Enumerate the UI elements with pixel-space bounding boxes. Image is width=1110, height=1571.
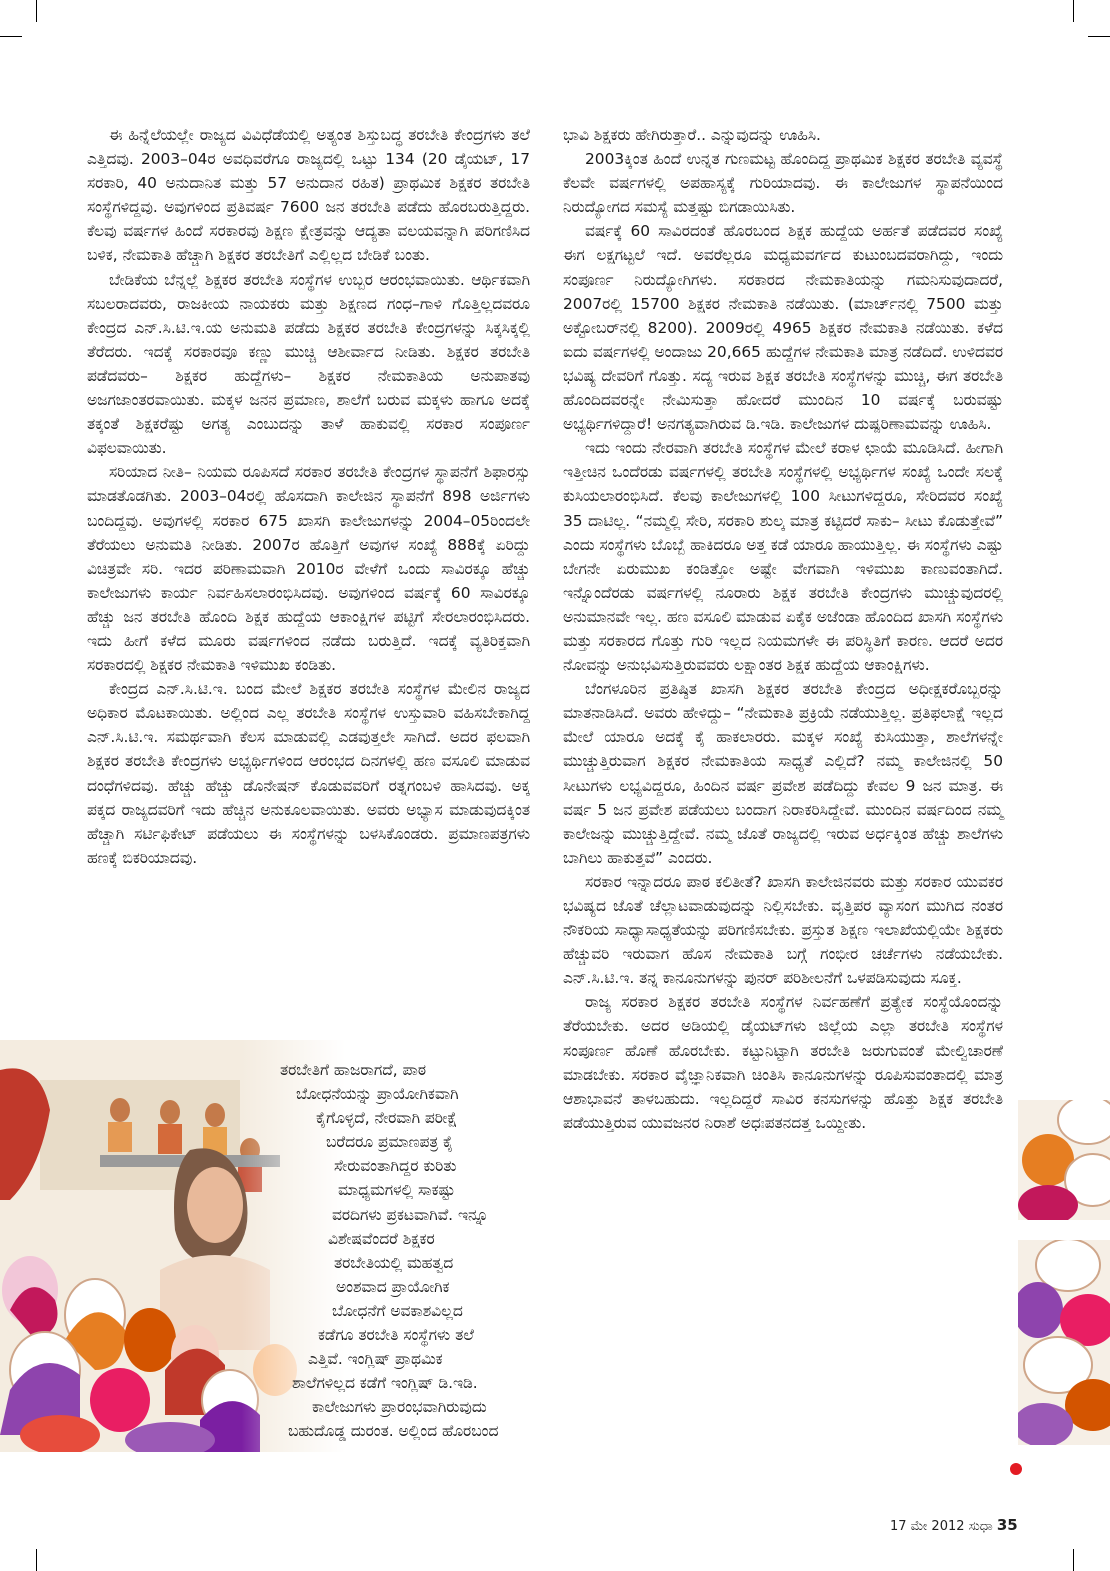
caption-line-3: ಕೈಗೊಳ್ಳದೆ, ನೇರವಾಗಿ ಪರೀಕ್ಷೆ — [316, 1109, 458, 1128]
caption-line-11: ಬೋಧನೆಗೆ ಅವಕಾಶವಿಲ್ಲದ — [332, 1301, 463, 1320]
crop-mark-top-right-h — [1088, 36, 1110, 37]
caption-line-1: ತರಬೇತಿಗೆ ಹಾಜರಾಗದೆ, ಪಾಠ — [280, 1061, 426, 1079]
right-edge-illustration-bottom — [1018, 1240, 1110, 1445]
right-paragraph-6: ಸರಕಾರ ಇನ್ನಾದರೂ ಪಾಠ ಕಲಿತೀತೆ? ಖಾಸಗಿ ಕಾಲೇಜಿನವರು ಮತ್ತು ಸರಕಾರ ಯುವಕರ ಭವಿಷ್ಯದ ಜೊತೆ ಚೆಲ್ಲಾಟವಾಡುವುದನ್ನು ನಿಲ್ಲಿಸಬೇಕು. ವೃತ್ತಿಪರ ವ್ಯಾಸಂಗ ಮುಗಿದ ನಂತರ ನೌಕರಿಯ ಸಾಧ್ಯಾಸಾಧ್ಯತೆಯನ್ನು ಪರಿಗಣಿಸಬೇಕು. ಪ್ರಸ್ತುತ ಶಿಕ್ಷಣ ಇಲಾಖೆಯಲ್ಲಿಯೇ ಶಿಕ್ಷಕರು ಹೆಚ್ಚುವರಿ ಇರುವಾಗ ಹೊಸ ನೇಮಕಾತಿ ಬಗ್ಗೆ ಗಂಭೀರ ಚರ್ಚೆಗಳು ನಡೆಯಬೇಕು. ಎನ್.ಸಿ.ಟಿ.ಇ. ತನ್ನ ಕಾನೂನುಗಳನ್ನು ಪುನರ್ ಪರಿಶೀಲನೆಗೆ ಒಳಪಡಿಸುವುದು ಸೂಕ್ತ. — [563, 872, 1003, 988]
footer-magazine: ಸುಧಾ — [968, 1519, 993, 1534]
image-caption — [262, 1058, 562, 1444]
left-paragraph-1: ಈ ಹಿನ್ನೆಲೆಯಲ್ಲೇ ರಾಜ್ಯದ ವಿವಿಧೆಡೆಯಲ್ಲಿ ಅತ್ಯಂತ ಶಿಸ್ತುಬದ್ಧ ತರಬೇತಿ ಕೇಂದ್ರಗಳು ತಲೆ ಎತ್ತಿದವು. 2003–04ರ ಅವಧಿವರೆಗೂ ರಾಜ್ಯದಲ್ಲಿ ಒಟ್ಟು 134 (20 ಡೈಯಟ್, 17 ಸರಕಾರಿ, 40 ಅನುದಾನಿತ ಮತ್ತು 57 ಅನುದಾನ ರಹಿತ) ಪ್ರಾಥಮಿಕ ಶಿಕ್ಷಕರ ತರಬೇತಿ ಸಂಸ್ಥೆಗಳಿದ್ದವು. ಅವುಗಳಿಂದ ಪ್ರತಿವರ್ಷ 7600 ಜನ ತರಬೇತಿ ಪಡೆದು ಹೊರಬರುತ್ತಿದ್ದರು. ಕೆಲವು ವರ್ಷಗಳ ಹಿಂದೆ ಸರಕಾರವು ಶಿಕ್ಷಣ ಕ್ಷೇತ್ರವನ್ನು ಆದ್ಯತಾ ವಲಯವನ್ನಾಗಿ ಪರಿಗಣಿಸಿದ ಬಳಿಕ, ನೇಮಕಾತಿ ಹೆಚ್ಚಾಗಿ ಶಿಕ್ಷಕರ ತರಬೇತಿಗೆ ಎಲ್ಲಿಲ್ಲದ ಬೇಡಿಕೆ ಬಂತು. — [87, 126, 530, 265]
caption-line-9: ತರಬೇತಿಯಲ್ಲಿ ಮಹತ್ವದ — [334, 1253, 454, 1272]
caption-line-10: ಅಂಶವಾದ ಪ್ರಾಯೋಗಿಕ — [336, 1277, 450, 1296]
article-right-column — [563, 123, 1003, 1135]
crop-mark-bottom-left-v — [36, 1549, 37, 1571]
right-paragraph-1: ಭಾವಿ ಶಿಕ್ಷಕರು ಹೇಗಿರುತ್ತಾರೆ.. ಎನ್ನುವುದನ್ನು ಊಹಿಸಿ. — [563, 126, 821, 144]
page-number: 35 — [996, 1516, 1018, 1534]
caption-line-14: ಶಾಲೆಗಳಿಲ್ಲದ ಕಡೆಗೆ ಇಂಗ್ಲಿಷ್ ಡಿ.ಇಡಿ. — [292, 1374, 478, 1393]
crop-mark-bottom-right-v — [1073, 1549, 1074, 1571]
page-footer — [890, 1516, 1018, 1534]
right-paragraph-7: ರಾಜ್ಯ ಸರಕಾರ ಶಿಕ್ಷಕರ ತರಬೇತಿ ಸಂಸ್ಥೆಗಳ ನಿರ್ವಹಣೆಗೆ ಪ್ರತ್ಯೇಕ ಸಂಸ್ಥೆಯೊಂದನ್ನು ತೆರೆಯಬೇಕು. ಅದರ ಅಡಿಯಲ್ಲಿ ಡೈಯಟ್‌ಗಳು ಜಿಲ್ಲೆಯ ಎಲ್ಲಾ ತರಬೇತಿ ಸಂಸ್ಥೆಗಳ ಸಂಪೂರ್ಣ ಹೊಣೆ ಹೊರಬೇಕು. ಕಟ್ಟುನಿಟ್ಟಾಗಿ ತರಬೇತಿ ಜರುಗುವಂತೆ ಮೇಲ್ವಿಚಾರಣೆ ಮಾಡಬೇಕು. ಸರಕಾರ ವೈಜ್ಞಾನಿಕವಾಗಿ ಚಿಂತಿಸಿ ಕಾನೂನುಗಳನ್ನು ರೂಪಿಸುವಂತಾದಲ್ಲಿ ಮಾತ್ರ ಆಶಾಭಾವನೆ ತಾಳಬಹುದು. ಇಲ್ಲದಿದ್ದರೆ ಸಾವಿರ ಕನಸುಗಳನ್ನು ಹೊತ್ತು ಶಿಕ್ಷಕ ತರಬೇತಿ ಪಡೆಯುತ್ತಿರುವ ಯುವಜನರ ನಿರಾಶೆ ಅಧಃಪತನದತ್ತ ಒಯ್ದೀತು. — [563, 993, 1003, 1132]
caption-line-8: ವಿಶೇಷವೆಂದರೆ ಶಿಕ್ಷಕರ — [328, 1229, 435, 1248]
caption-line-15: ಕಾಲೇಜುಗಳು ಪ್ರಾರಂಭವಾಗಿರುವುದು — [312, 1398, 487, 1417]
crop-mark-top-left-v — [36, 0, 37, 22]
right-paragraph-5: ಬೆಂಗಳೂರಿನ ಪ್ರತಿಷ್ಠಿತ ಖಾಸಗಿ ಶಿಕ್ಷಕರ ತರಬೇತಿ ಕೇಂದ್ರದ ಅಧೀಕ್ಷಕರೊಬ್ಬರನ್ನು ಮಾತನಾಡಿಸಿದೆ. ಅವರು ಹೇಳಿದ್ದು– “ನೇಮಕಾತಿ ಪ್ರಕ್ರಿಯೆ ನಡೆಯುತ್ತಿಲ್ಲ. ಪ್ರತಿಫಲಾಕ್ಷೆ ಇಲ್ಲದ ಮೇಲೆ ಯಾರೂ ಅದಕ್ಕೆ ಕೈ ಹಾಕಲಾರರು. ಮಕ್ಕಳ ಸಂಖ್ಯೆ ಕುಸಿಯುತ್ತಾ, ಶಾಲೆಗಳನ್ನೇ ಮುಚ್ಚುತ್ತಿರುವಾಗ ಶಿಕ್ಷಕರ ನೇಮಕಾತಿಯ ಸಾಧ್ಯತೆ ಎಲ್ಲಿದೆ? ನಮ್ಮ ಕಾಲೇಜಿನಲ್ಲಿ 50 ಸೀಟುಗಳು ಲಭ್ಯವಿದ್ದರೂ, ಹಿಂದಿನ ವರ್ಷ ಪ್ರವೇಶ ಪಡೆದಿದ್ದು ಕೇವಲ 9 ಜನ ಮಾತ್ರ. ಈ ವರ್ಷ 5 ಜನ ಪ್ರವೇಶ ಪಡೆಯಲು ಬಂದಾಗ ನಿರಾಕರಿಸಿದ್ದೇವೆ. ಮುಂದಿನ ವರ್ಷದಿಂದ ನಮ್ಮ ಕಾಲೇಜನ್ನು ಮುಚ್ಚುತ್ತಿದ್ದೇವೆ. ನಮ್ಮ ಜೊತೆ ರಾಜ್ಯದಲ್ಲಿ ಇರುವ ಅರ್ಧಕ್ಕಿಂತ ಹೆಚ್ಚು ಶಾಲೆಗಳು ಬಾಗಿಲು ಹಾಕುತ್ತವೆ” ಎಂದರು. — [563, 680, 1003, 867]
left-paragraph-2: ಬೇಡಿಕೆಯ ಬೆನ್ನಲ್ಲೆ ಶಿಕ್ಷಕರ ತರಬೇತಿ ಸಂಸ್ಥೆಗಳ ಉಬ್ಬರ ಆರಂಭವಾಯಿತು. ಆರ್ಥಿಕವಾಗಿ ಸಬಲರಾದವರು, ರಾಜಕೀಯ ನಾಯಕರು ಮತ್ತು ಶಿಕ್ಷಣದ ಗಂಧ–ಗಾಳಿ ಗೊತ್ತಿಲ್ಲದವರೂ ಕೇಂದ್ರದ ಎನ್.ಸಿ.ಟಿ.ಇ.ಯ ಅನುಮತಿ ಪಡೆದು ಶಿಕ್ಷಕರ ತರಬೇತಿ ಕೇಂದ್ರಗಳನ್ನು ಸಿಕ್ಕಸಿಕ್ಕಲ್ಲಿ ತೆರೆದರು. ಇದಕ್ಕೆ ಸರಕಾರವೂ ಕಣ್ಣು ಮುಚ್ಚಿ ಆಶೀರ್ವಾದ ನೀಡಿತು. ಶಿಕ್ಷಕರ ತರಬೇತಿ ಪಡೆದವರು– ಶಿಕ್ಷಕರ ಹುದ್ದೆಗಳು– ಶಿಕ್ಷಕರ ನೇಮಕಾತಿಯ ಅನುಪಾತವು ಅಜಗಜಾಂತರವಾಯಿತು. ಮಕ್ಕಳ ಜನನ ಪ್ರಮಾಣ, ಶಾಲೆಗೆ ಬರುವ ಮಕ್ಕಳು ಹಾಗೂ ಅದಕ್ಕೆ ತಕ್ಕಂತೆ ಶಿಕ್ಷಕರೆಷ್ಟು ಅಗತ್ಯ ಎಂಬುದನ್ನು ತಾಳೆ ಹಾಕುವಲ್ಲಿ ಸರಕಾರ ಸಂಪೂರ್ಣ ವಿಫಲವಾಯಿತು. — [87, 270, 530, 458]
caption-line-12: ಕಡೆಗೂ ತರಬೇತಿ ಸಂಸ್ಥೆಗಳು ತಲೆ — [318, 1326, 474, 1345]
crop-mark-top-left-h — [0, 36, 22, 37]
caption-line-7: ವರದಿಗಳು ಪ್ರಕಟವಾಗಿವೆ. ಇನ್ನೂ — [332, 1205, 489, 1224]
caption-line-16: ಬಹುದೊಡ್ಡ ದುರಂತ. ಅಲ್ಲಿಂದ ಹೊರಬಂದ — [288, 1422, 499, 1441]
footer-date: 17 ಮೇ 2012 — [890, 1519, 965, 1534]
caption-line-13: ಎತ್ತಿವೆ. ಇಂಗ್ಲಿಷ್ ಪ್ರಾಥಮಿಕ — [308, 1350, 443, 1369]
right-paragraph-2: 2003ಕ್ಕಿಂತ ಹಿಂದೆ ಉನ್ನತ ಗುಣಮಟ್ಟ ಹೊಂದಿದ್ದ ಪ್ರಾಥಮಿಕ ಶಿಕ್ಷಕರ ತರಬೇತಿ ವ್ಯವಸ್ಥೆ ಕೆಲವೇ ವರ್ಷಗಳಲ್ಲಿ ಅಪಹಾಸ್ಯಕ್ಕೆ ಗುರಿಯಾದವು. ಈ ಕಾಲೇಜುಗಳ ಸ್ಥಾಪನೆಯಿಂದ ನಿರುದ್ಯೋಗದ ಸಮಸ್ಯೆ ಮತ್ತಷ್ಟು ಬಿಗಡಾಯಿಸಿತು. — [563, 150, 1003, 217]
caption-line-5: ಸೇರುವಂತಾಗಿದ್ದರ ಕುರಿತು — [334, 1157, 457, 1176]
left-paragraph-3: ಸರಿಯಾದ ನೀತಿ– ನಿಯಮ ರೂಪಿಸದೆ ಸರಕಾರ ತರಬೇತಿ ಕೇಂದ್ರಗಳ ಸ್ಥಾಪನೆಗೆ ಶಿಫಾರಸ್ಸು ಮಾಡತೊಡಗಿತು. 2003–04ರಲ್ಲಿ ಹೊಸದಾಗಿ ಕಾಲೇಜಿನ ಸ್ಥಾಪನೆಗೆ 898 ಅರ್ಜಿಗಳು ಬಂದಿದ್ದವು. ಅವುಗಳಲ್ಲಿ ಸರಕಾರ 675 ಖಾಸಗಿ ಕಾಲೇಜುಗಳನ್ನು 2004–05ರಿಂದಲೇ ತೆರೆಯಲು ಅನುಮತಿ ನೀಡಿತು. 2007ರ ಹೊತ್ತಿಗೆ ಅವುಗಳ ಸಂಖ್ಯೆ 888ಕ್ಕೆ ಏರಿದ್ದು ವಿಚಿತ್ರವೇ ಸರಿ. ಇದರ ಪರಿಣಾಮವಾಗಿ 2010ರ ವೇಳೆಗೆ ಒಂದು ಸಾವಿರಕ್ಕೂ ಹೆಚ್ಚು ಕಾಲೇಜುಗಳು ಕಾರ್ಯ ನಿರ್ವಹಿಸಲಾರಂಭಿಸಿದವು. ಅವುಗಳಿಂದ ವರ್ಷಕ್ಕೆ 60 ಸಾವಿರಕ್ಕೂ ಹೆಚ್ಚು ಜನ ತರಬೇತಿ ಹೊಂದಿ ಶಿಕ್ಷಕ ಹುದ್ದೆಯ ಆಕಾಂಕ್ಷಿಗಳ ಪಟ್ಟಿಗೆ ಸೇರಲಾರಂಭಿಸಿದರು. ಇದು ಹೀಗೆ ಕಳೆದ ಮೂರು ವರ್ಷಗಳಿಂದ ನಡೆದು ಬರುತ್ತಿದೆ. ಇದಕ್ಕೆ ವ್ಯತಿರಿಕ್ತವಾಗಿ ಸರಕಾರದಲ್ಲಿ ಶಿಕ್ಷಕರ ನೇಮಕಾತಿ ಇಳಿಮುಖ ಕಂಡಿತು. — [87, 463, 530, 675]
article-end-mark — [1010, 1463, 1022, 1475]
right-paragraph-4: ಇದು ಇಂದು ನೇರವಾಗಿ ತರಬೇತಿ ಸಂಸ್ಥೆಗಳ ಮೇಲೆ ಕರಾಳ ಛಾಯೆ ಮೂಡಿಸಿದೆ. ಹೀಗಾಗಿ ಇತ್ತೀಚಿನ ಒಂದೆರಡು ವರ್ಷಗಳಲ್ಲಿ ತರಬೇತಿ ಸಂಸ್ಥೆಗಳಲ್ಲಿ ಅಭ್ಯರ್ಥಿಗಳ ಸಂಖ್ಯೆ ಒಂದೇ ಸಲಕ್ಕೆ ಕುಸಿಯಲಾರಂಭಿಸಿದೆ. ಕೆಲವು ಕಾಲೇಜುಗಳಲ್ಲಿ 100 ಸೀಟುಗಳಿದ್ದರೂ, ಸೇರಿದವರ ಸಂಖ್ಯೆ 35 ದಾಟಿಲ್ಲ. “ನಮ್ಮಲ್ಲಿ ಸೇರಿ, ಸರಕಾರಿ ಶುಲ್ಕ ಮಾತ್ರ ಕಟ್ಟಿದರೆ ಸಾಕು– ಸೀಟು ಕೊಡುತ್ತೇವೆ” ಎಂದು ಸಂಸ್ಥೆಗಳು ಬೊಬ್ಬೆ ಹಾಕಿದರೂ ಅತ್ತ ಕಡೆ ಯಾರೂ ಹಾಯುತ್ತಿಲ್ಲ. ಈ ಸಂಸ್ಥೆಗಳು ಎಷ್ಟು ಬೇಗನೇ ಏರುಮುಖ ಕಂಡಿತ್ತೋ ಅಷ್ಟೇ ವೇಗವಾಗಿ ಇಳಿಮುಖ ಕಾಣುವಂತಾಗಿದೆ. ಇನ್ನೊಂದೆರಡು ವರ್ಷಗಳಲ್ಲಿ ನೂರಾರು ಶಿಕ್ಷಕ ತರಬೇತಿ ಕೇಂದ್ರಗಳು ಮುಚ್ಚುವುದರಲ್ಲಿ ಅನುಮಾನವೇ ಇಲ್ಲ. ಹಣ ವಸೂಲಿ ಮಾಡುವ ಏಕೈಕ ಅಜೆಂಡಾ ಹೊಂದಿದ ಖಾಸಗಿ ಸಂಸ್ಥೆಗಳು ಮತ್ತು ಸರಕಾರದ ಗೊತ್ತು ಗುರಿ ಇಲ್ಲದ ನಿಯಮಗಳೇ ಈ ಪರಿಸ್ಥಿತಿಗೆ ಕಾರಣ. ಆದರೆ ಅದರ ನೋವನ್ನು ಅನುಭವಿಸುತ್ತಿರುವವರು ಲಕ್ಷಾಂತರ ಶಿಕ್ಷಕ ಹುದ್ದೆಯ ಆಕಾಂಕ್ಷಿಗಳು. — [563, 439, 1003, 675]
crop-mark-top-right-v — [1073, 0, 1074, 22]
caption-line-4: ಬರೆದರೂ ಪ್ರಮಾಣಪತ್ರ ಕೈ — [326, 1133, 454, 1152]
right-paragraph-3: ವರ್ಷಕ್ಕೆ 60 ಸಾವಿರದಂತೆ ಹೊರಬಂದ ಶಿಕ್ಷಕ ಹುದ್ದೆಯ ಅರ್ಹತೆ ಪಡೆದವರ ಸಂಖ್ಯೆ ಈಗ ಲಕ್ಷಗಟ್ಟಲೆ ಇದೆ. ಅವರೆಲ್ಲರೂ ಮಧ್ಯಮವರ್ಗದ ಕುಟುಂಬದವರಾಗಿದ್ದು, ಇಂದು ಸಂಪೂರ್ಣ ನಿರುದ್ಯೋಗಿಗಳು. ಸರಕಾರದ ನೇಮಕಾತಿಯನ್ನು ಗಮನಿಸುವುದಾದರೆ, 2007ರಲ್ಲಿ 15700 ಶಿಕ್ಷಕರ ನೇಮಕಾತಿ ನಡೆಯಿತು. (ಮಾರ್ಚ್‌ನಲ್ಲಿ 7500 ಮತ್ತು ಅಕ್ಟೋಬರ್‌ನಲ್ಲಿ 8200). 2009ರಲ್ಲಿ 4965 ಶಿಕ್ಷಕರ ನೇಮಕಾತಿ ನಡೆಯಿತು. ಕಳೆದ ಐದು ವರ್ಷಗಳಲ್ಲಿ ಅಂದಾಜು 20,665 ಹುದ್ದೆಗಳ ನೇಮಕಾತಿ ಮಾತ್ರ ನಡೆದಿದೆ. ಉಳಿದವರ ಭವಿಷ್ಯ ದೇವರಿಗೆ ಗೊತ್ತು. ಸದ್ಯ ಇರುವ ಶಿಕ್ಷಕ ತರಬೇತಿ ಸಂಸ್ಥೆಗಳನ್ನು ಮುಚ್ಚಿ, ಈಗ ತರಬೇತಿ ಹೊಂದಿದವರನ್ನೇ ನೇಮಿಸುತ್ತಾ ಹೋದರೆ ಮುಂದಿನ 10 ವರ್ಷಕ್ಕೆ ಬರುವಷ್ಟು ಅಭ್ಯರ್ಥಿಗಳಿದ್ದಾರೆ! ಅನಗತ್ಯವಾಗಿರುವ ಡಿ.ಇಡಿ. ಕಾಲೇಜುಗಳ ದುಷ್ಪರಿಣಾಮವನ್ನು ಊಹಿಸಿ. — [563, 222, 1003, 434]
caption-line-2: ಬೋಧನೆಯನ್ನು ಪ್ರಾಯೋಗಿಕವಾಗಿ — [296, 1085, 459, 1104]
caption-line-6: ಮಾಧ್ಯಮಗಳಲ್ಲಿ ಸಾಕಷ್ಟು — [338, 1181, 455, 1200]
right-edge-illustration-top — [1018, 1100, 1110, 1220]
left-paragraph-4: ಕೇಂದ್ರದ ಎನ್.ಸಿ.ಟಿ.ಇ. ಬಂದ ಮೇಲೆ ಶಿಕ್ಷಕರ ತರಬೇತಿ ಸಂಸ್ಥೆಗಳ ಮೇಲಿನ ರಾಜ್ಯದ ಅಧಿಕಾರ ಮೊಟಕಾಯಿತು. ಅಲ್ಲಿಂದ ಎಲ್ಲ ತರಬೇತಿ ಸಂಸ್ಥೆಗಳ ಉಸ್ತುವಾರಿ ವಹಿಸಬೇಕಾಗಿದ್ದ ಎನ್.ಸಿ.ಟಿ.ಇ. ಸಮರ್ಥವಾಗಿ ಕೆಲಸ ಮಾಡುವಲ್ಲಿ ಎಡವುತ್ತಲೇ ಸಾಗಿದೆ. ಅದರ ಫಲವಾಗಿ ಶಿಕ್ಷಕರ ತರಬೇತಿ ಕೇಂದ್ರಗಳು ಅಭ್ಯರ್ಥಿಗಳಿಂದ ಆರಂಭದ ದಿನಗಳಲ್ಲಿ ಹಣ ವಸೂಲಿ ಮಾಡುವ ದಂಧೆಗಳಿದವು. ಹೆಚ್ಚು ಹೆಚ್ಚು ಡೊನೇಷನ್ ಕೊಡುವವರಿಗೆ ರತ್ನಗಂಬಳಿ ಹಾಸಿದವು. ಅಕ್ಕ ಪಕ್ಕದ ರಾಜ್ಯದವರಿಗೆ ಇದು ಹೆಚ್ಚಿನ ಅನುಕೂಲವಾಯಿತು. ಅವರು ಅಭ್ಯಾಸ ಮಾಡುವುದಕ್ಕಿಂತ ಹೆಚ್ಚಾಗಿ ಸರ್ಟಿಫಿಕೇಟ್ ಪಡೆಯಲು ಈ ಸಂಸ್ಥೆಗಳನ್ನು ಬಳಸಿಕೊಂಡರು. ಪ್ರಮಾಣಪತ್ರಗಳು ಹಣಕ್ಕೆ ಬಿಕರಿಯಾದವು. — [87, 680, 530, 867]
article-left-column — [87, 123, 530, 870]
